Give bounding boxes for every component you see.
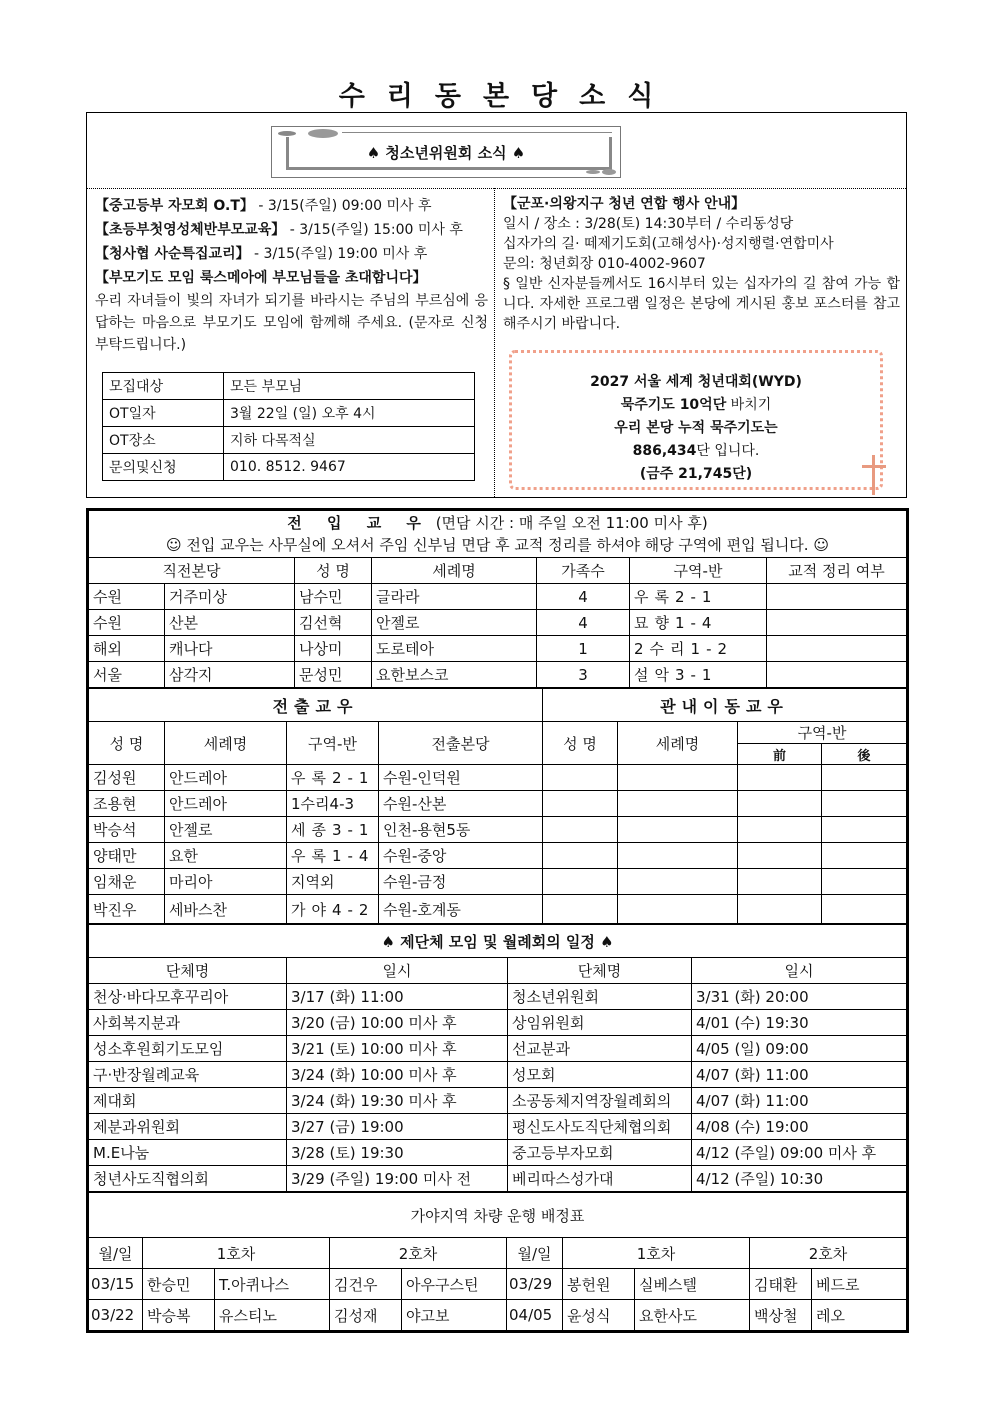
internal-move-title: 관내이동교우 [543,689,907,722]
driver-baptism: T.아퀴나스 [215,1269,330,1300]
move-before [738,869,822,895]
joint-event-note: § 일반 신자분들께서도 16시부터 있는 십자가의 길 참여 가능 합니다. 자세한 프로그램 일정은 본당에 게시된 홍보 포스터를 참고해주시기 바랍니다. [503,276,900,332]
group-name: 천상·바다모후꾸리아 [89,984,287,1010]
column-header: 성 명 [543,722,618,765]
group-name: 청소년위원회 [508,984,692,1010]
transfer-in-table [88,510,907,688]
baptism-name: 안드레아 [165,765,287,791]
baptism-name: 세바스찬 [165,895,287,924]
move-before [738,791,822,817]
table-title-row [89,925,907,958]
rosary-line [512,440,880,463]
ot-key: OT일자 [103,400,224,427]
destination-parish: 수원-호계동 [379,895,543,924]
driver-baptism: 아우구스틴 [402,1269,507,1300]
group-name: 제대회 [89,1088,287,1114]
decorative-blob-icon [602,169,616,175]
move-after [822,817,907,843]
group-name: 성소후원회기도모임 [89,1036,287,1062]
rosary-line: 우리 본당 누적 묵주기도는 [614,420,778,436]
column-header: 세례명 [372,558,537,584]
baptism-name: 글라라 [372,584,537,610]
move-after [822,791,907,817]
transfer-in-subtitle: (면담 시간 : 매 주일 오전 11:00 미사 후) [430,514,708,532]
meeting-time: 3/17 (화) 11:00 [287,984,508,1010]
move-baptism [618,817,738,843]
meeting-time: 4/12 (주일) 09:00 미사 후 [692,1140,907,1166]
rosary-line: (금주 21,745단) [639,466,753,482]
person-name: 임채운 [89,869,165,895]
group-name: 사회복지분과 [89,1010,287,1036]
move-after [822,765,907,791]
event-title: 【초등부첫영성체반부모교육】 [95,222,286,238]
zone: 세종3-1 [287,817,379,843]
move-before [738,895,822,924]
column-header: 단체명 [89,958,287,984]
table-row [89,765,907,791]
baptism-name: 도로테아 [372,636,537,662]
group-name: 선교분과 [508,1036,692,1062]
column-header: 가족수 [537,558,630,584]
table-row [89,1010,907,1036]
ot-key: OT장소 [103,427,224,454]
driver-name: 봉헌원 [563,1269,635,1300]
destination-parish: 수원-산본 [379,791,543,817]
zone: 1수리4-3 [287,791,379,817]
meeting-time: 3/31 (화) 20:00 [692,984,907,1010]
table-row [103,454,475,481]
column-header: 구역-반 [738,722,907,744]
table-row [103,373,475,400]
table-row [89,636,907,662]
zone: 2수리1-2 [630,636,767,662]
ot-key: 문의및신청 [103,454,224,481]
transfer-in-notice: ☺ 전입 교우는 사무실에 오셔서 주임 신부님 면담 후 교적 정리를 하셔야 해당 구역에 편입 됩니다. ☺ [166,536,829,554]
banner-frame [271,126,621,178]
table-row [89,984,907,1010]
family-count: 3 [537,662,630,688]
column-header: 구역-반 [630,558,767,584]
column-subheader-before: 前 [738,744,822,765]
vehicle-schedule-table [88,1192,907,1331]
table-row [89,895,907,924]
move-name [543,869,618,895]
driver-name: 김성재 [330,1300,402,1331]
zone: 설악3-1 [630,662,767,688]
page-title: 수리동본당소식 [338,81,676,112]
move-name [543,791,618,817]
table-row [89,1062,907,1088]
move-baptism [618,791,738,817]
prev-parish: 거주미상 [165,584,295,610]
baptism-name: 안젤로 [165,817,287,843]
zone: 묘향1-4 [630,610,767,636]
person-name: 양태만 [89,843,165,869]
prev-region: 서울 [89,662,165,688]
move-before [738,817,822,843]
column-header: 1호차 [563,1238,750,1269]
prev-parish: 산본 [165,610,295,636]
prev-region: 수원 [89,584,165,610]
rosary-line [512,394,880,417]
youth-news-right [495,188,906,497]
group-name: 베리따스성가대 [508,1166,692,1192]
transfer-out-internal-table [88,688,907,924]
move-baptism [618,869,738,895]
baptism-name: 마리아 [165,869,287,895]
event-title: 【중고등부 자모회 O.T】 [95,198,254,214]
registry-status [767,636,907,662]
table-row [89,584,907,610]
group-name: 소공동체지역장월례회의 [508,1088,692,1114]
driver-baptism: 요한사도 [635,1300,750,1331]
person-name: 남수민 [295,584,372,610]
meeting-time: 3/20 (금) 10:00 미사 후 [287,1010,508,1036]
meeting-time: 3/28 (토) 19:30 [287,1140,508,1166]
column-header: 1호차 [143,1238,330,1269]
parish-records-section [86,508,909,1333]
person-name: 김성원 [89,765,165,791]
rosary-prayer-box [509,350,883,490]
transfer-in-title [93,511,902,535]
group-name: 성모회 [508,1062,692,1088]
zone: 우록2-1 [287,765,379,791]
column-header: 세례명 [165,722,287,765]
meetings-table [88,924,907,1192]
zone: 우록1-4 [287,843,379,869]
prev-region: 수원 [89,610,165,636]
table-title-row [89,511,907,558]
meeting-time: 3/29 (주일) 19:00 미사 전 [287,1166,508,1192]
joint-event-line: 문의: 청년회장 010-4002-9607 [503,256,706,272]
baptism-name: 요한보스코 [372,662,537,688]
driver-name: 백상철 [750,1300,812,1331]
driver-name: 김건우 [330,1269,402,1300]
person-name: 김선혁 [295,610,372,636]
move-name [543,817,618,843]
baptism-name: 요한 [165,843,287,869]
meeting-time: 4/08 (수) 19:00 [692,1114,907,1140]
joint-event-title-text: 【군포·의왕지구 청년 연합 행사 안내】 [503,196,746,212]
event-detail: - 3/15(주일) 09:00 미사 후 [253,198,432,214]
move-name [543,843,618,869]
meeting-time: 4/07 (화) 11:00 [692,1062,907,1088]
move-baptism [618,765,738,791]
decorative-blob-icon [278,131,296,136]
table-row [89,1114,907,1140]
person-name: 나상미 [295,636,372,662]
joint-event-line: 십자가의 길· 떼제기도회(고해성사)·성지행렬·연합미사 [503,236,834,252]
table-header-row [89,558,907,584]
table-row [103,427,475,454]
group-name: 평신도사도직단체협의회 [508,1114,692,1140]
invite-title-text: 【부모기도 모임 룩스메아에 부모님들을 초대합니다】 [95,270,427,286]
driver-name: 박승복 [143,1300,215,1331]
destination-parish: 수원-인덕원 [379,765,543,791]
destination-parish: 수원-금정 [379,869,543,895]
column-subheader-after: 後 [822,744,907,765]
driver-name: 한승민 [143,1269,215,1300]
move-baptism [618,895,738,924]
crucifix-icon [862,455,886,495]
ot-value: 3월 22일 (일) 오후 4시 [224,400,475,427]
event-title: 【청사협 사순특집교리】 [95,246,250,262]
ot-key: 모집대상 [103,373,224,400]
joint-event-title [503,194,900,214]
column-header: 전출본당 [379,722,543,765]
column-header: 성 명 [295,558,372,584]
date: 04/05 [507,1300,563,1331]
family-count: 4 [537,610,630,636]
group-name: 상임위원회 [508,1010,692,1036]
column-header: 2호차 [750,1238,907,1269]
column-header: 구역-반 [287,722,379,765]
group-name: 제분과위원회 [89,1114,287,1140]
column-header: 월/일 [507,1238,563,1269]
move-before [738,843,822,869]
rosary-total: 886,434 [632,443,697,459]
meetings-title: ♠ 제단체 모임 및 월례회의 일정 ♠ [89,925,907,958]
person-name: 박진우 [89,895,165,924]
table-row [89,1269,907,1300]
zone: 우록2-1 [630,584,767,610]
table-row [89,1300,907,1331]
registry-status [767,584,907,610]
transfer-out-title: 전출교우 [89,689,543,722]
destination-parish: 인천-용현5동 [379,817,543,843]
family-count: 4 [537,584,630,610]
move-name [543,765,618,791]
person-name: 박승석 [89,817,165,843]
table-row [89,1166,907,1192]
column-header: 성 명 [89,722,165,765]
table-row [103,400,475,427]
column-header: 교적 정리 여부 [767,558,907,584]
prev-parish: 삼각지 [165,662,295,688]
meeting-time: 3/21 (토) 10:00 미사 후 [287,1036,508,1062]
driver-name: 김태환 [750,1269,812,1300]
registry-status [767,610,907,636]
meeting-time: 4/01 (수) 19:30 [692,1010,907,1036]
table-row [89,1036,907,1062]
table-row [89,869,907,895]
rosary-goal: 묵주기도 10억단 [620,397,727,413]
group-name: 구·반장월례교육 [89,1062,287,1088]
family-count: 1 [537,636,630,662]
column-header: 세례명 [618,722,738,765]
youth-news-header [87,113,906,189]
table-row [89,791,907,817]
move-baptism [618,843,738,869]
column-header: 직전본당 [89,558,295,584]
decorative-blob-icon [586,170,600,174]
move-name [543,895,618,924]
destination-parish: 수원-중앙 [379,843,543,869]
driver-name: 윤성식 [563,1300,635,1331]
meeting-time: 3/24 (화) 19:30 미사 후 [287,1088,508,1114]
column-header: 일시 [692,958,907,984]
table-row [89,843,907,869]
vehicle-title: 가야지역 차량 운행 배정표 [89,1193,907,1238]
transfer-in-title-cell [89,511,907,558]
registry-status [767,662,907,688]
invite-text: 우리 자녀들이 빛의 자녀가 되기를 바라시는 주님의 부르심에 응답하는 마음으로 부모기도 모임에 함께해 주세요. (문자로 신청 부탁드립니다.) [95,293,488,353]
date: 03/29 [507,1269,563,1300]
meeting-time: 3/27 (금) 19:00 [287,1114,508,1140]
rosary-line: 2027 서울 세계 청년대회(WYD) [590,374,802,390]
driver-baptism: 베드로 [812,1269,907,1300]
meeting-time: 3/24 (화) 10:00 미사 후 [287,1062,508,1088]
baptism-name: 안젤로 [372,610,537,636]
group-name: M.E나눔 [89,1140,287,1166]
invite-title [95,266,488,290]
person-name: 문성민 [295,662,372,688]
table-header-row [89,1238,907,1269]
date: 03/22 [89,1300,143,1331]
group-name: 중고등부자모회 [508,1140,692,1166]
driver-baptism: 레오 [812,1300,907,1331]
baptism-name: 안드레아 [165,791,287,817]
column-header: 단체명 [508,958,692,984]
column-header: 월/일 [89,1238,143,1269]
person-name: 조용현 [89,791,165,817]
transfer-in-heading: 전 입 교 우 [287,514,431,532]
table-title-row [89,689,907,722]
youth-news-section [86,112,907,498]
column-header: 2호차 [330,1238,507,1269]
meeting-time: 4/05 (일) 09:00 [692,1036,907,1062]
date: 03/15 [89,1269,143,1300]
move-after [822,869,907,895]
table-row [89,662,907,688]
table-header-row [89,722,907,744]
youth-news-left [87,188,495,497]
event-detail: - 3/15(주일) 19:00 미사 후 [249,246,428,262]
rosary-goal-rest: 바치기 [726,397,772,413]
joint-event-line: 일시 / 장소 : 3/28(토) 14:30부터 / 수리동성당 [503,216,794,232]
driver-baptism: 유스티노 [215,1300,330,1331]
driver-baptism: 실베스텔 [635,1269,750,1300]
table-row [89,817,907,843]
ot-value: 010. 8512. 9467 [224,454,475,481]
table-header-row [89,958,907,984]
prev-region: 해외 [89,636,165,662]
meeting-time: 4/12 (주일) 10:30 [692,1166,907,1192]
zone: 가야4-2 [287,895,379,924]
table-title-row [89,1193,907,1238]
driver-baptism: 야고보 [402,1300,507,1331]
rosary-total-rest: 단 입니다. [696,443,760,459]
table-row [89,610,907,636]
column-header: 일시 [287,958,508,984]
zone: 지역외 [287,869,379,895]
move-after [822,895,907,924]
table-row [89,1088,907,1114]
meeting-time: 4/07 (화) 11:00 [692,1088,907,1114]
group-name: 청년사도직협의회 [89,1166,287,1192]
event-line [95,194,488,218]
ot-value: 모든 부모님 [224,373,475,400]
event-line [95,242,488,266]
prev-parish: 캐나다 [165,636,295,662]
table-row [89,1140,907,1166]
move-after [822,843,907,869]
move-before [738,765,822,791]
event-detail: - 3/15(주일) 15:00 미사 후 [285,222,463,238]
frame-line [342,132,612,133]
ot-info-table [102,372,475,481]
banner-title: ♠ 청소년위원회 소식 ♠ [366,144,526,162]
ot-value: 지하 다목적실 [224,427,475,454]
event-line [95,218,488,242]
